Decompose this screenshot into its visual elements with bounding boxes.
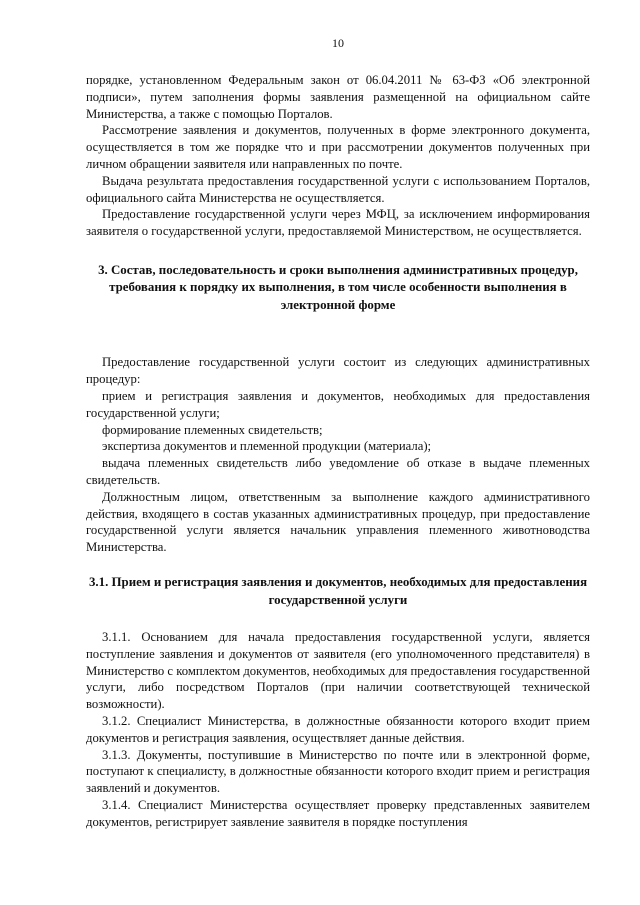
intro-paragraph: Выдача результата предоставления государственной услуги с использованием Порталов, официального сайта Министерства не осуществляется. bbox=[86, 173, 590, 205]
page-number: 10 bbox=[332, 36, 344, 50]
intro-paragraph: Предоставление государственной услуги через МФЦ, за исключением информирования заявителя о государственной услуги, предоставляемой Министерством, не осуществляется. bbox=[86, 207, 590, 239]
section-3-1-paragraph: 3.1.4. Специалист Министерства осуществляет проверку представленных заявителем документов, регистрирует заявление заявителя в порядке поступления bbox=[86, 798, 590, 829]
section-3-1-paragraph: 3.1.1. Основанием для начала предоставления государственной услуги, является поступление заявления и документов от заявителя (его уполномоченного представителя) в Министерство с комплектом документов, необходимых для предоставления государственной услуги, либо посредством Порталов (при наличии соответствующей технической возможности). bbox=[86, 630, 590, 712]
intro-paragraph: Рассмотрение заявления и документов, полученных в форме электронного документа, осуществляется в том же порядке что и при рассмотрении документов полученных при личном обращении заявителя или направленных по почте. bbox=[86, 123, 590, 171]
section-3-paragraph: прием и регистрация заявления и документов, необходимых для предоставления государственной услуги; bbox=[86, 389, 590, 420]
section-3-paragraph: экспертиза документов и племенной продукции (материала); bbox=[102, 439, 432, 454]
section-3-1-paragraph: 3.1.3. Документы, поступившие в Министерство по почте или в электронной форме, поступают к специалисту, в должностные обязанности которого входит прием и регистрация заявлений и документов. bbox=[86, 747, 590, 796]
document-page bbox=[86, 36, 590, 831]
section-3-heading: 3. Состав, последовательность и сроки выполнения административных процедур, требования к порядку их выполнения, в том числе особенности выполнения в электронной форме bbox=[98, 262, 578, 312]
section-3-paragraph: Должностным лицом, ответственным за выполнение каждого административного действия, входящего в состав указанных административных процедур, при предоставление государственной услуги является начальник управления племенного животноводства Министерства. bbox=[86, 489, 590, 555]
section-3-paragraph: выдача племенных свидетельств либо уведомление об отказе в выдаче племенных свидетельств. bbox=[86, 456, 590, 488]
section-3-1-paragraph: 3.1.2. Специалист Министерства, в должностные обязанности которого входит прием документов и регистрация заявления, осуществляет данные действия. bbox=[86, 714, 590, 745]
section-3-1-heading: 3.1. Прием и регистрация заявления и документов, необходимых для предоставления государственной услуги bbox=[88, 575, 588, 607]
section-3-paragraph: формирование племенных свидетельств; bbox=[102, 422, 323, 437]
section-3-paragraph: Предоставление государственной услуги состоит из следующих административных процедур: bbox=[86, 355, 590, 387]
intro-paragraph: порядке, установленном Федеральным закон от 06.04.2011 № 63-ФЗ «Об электронной подписи», путем заполнения формы заявления размещенной на официальном сайте Министерства, а также с помощью Порталов. bbox=[86, 73, 590, 121]
